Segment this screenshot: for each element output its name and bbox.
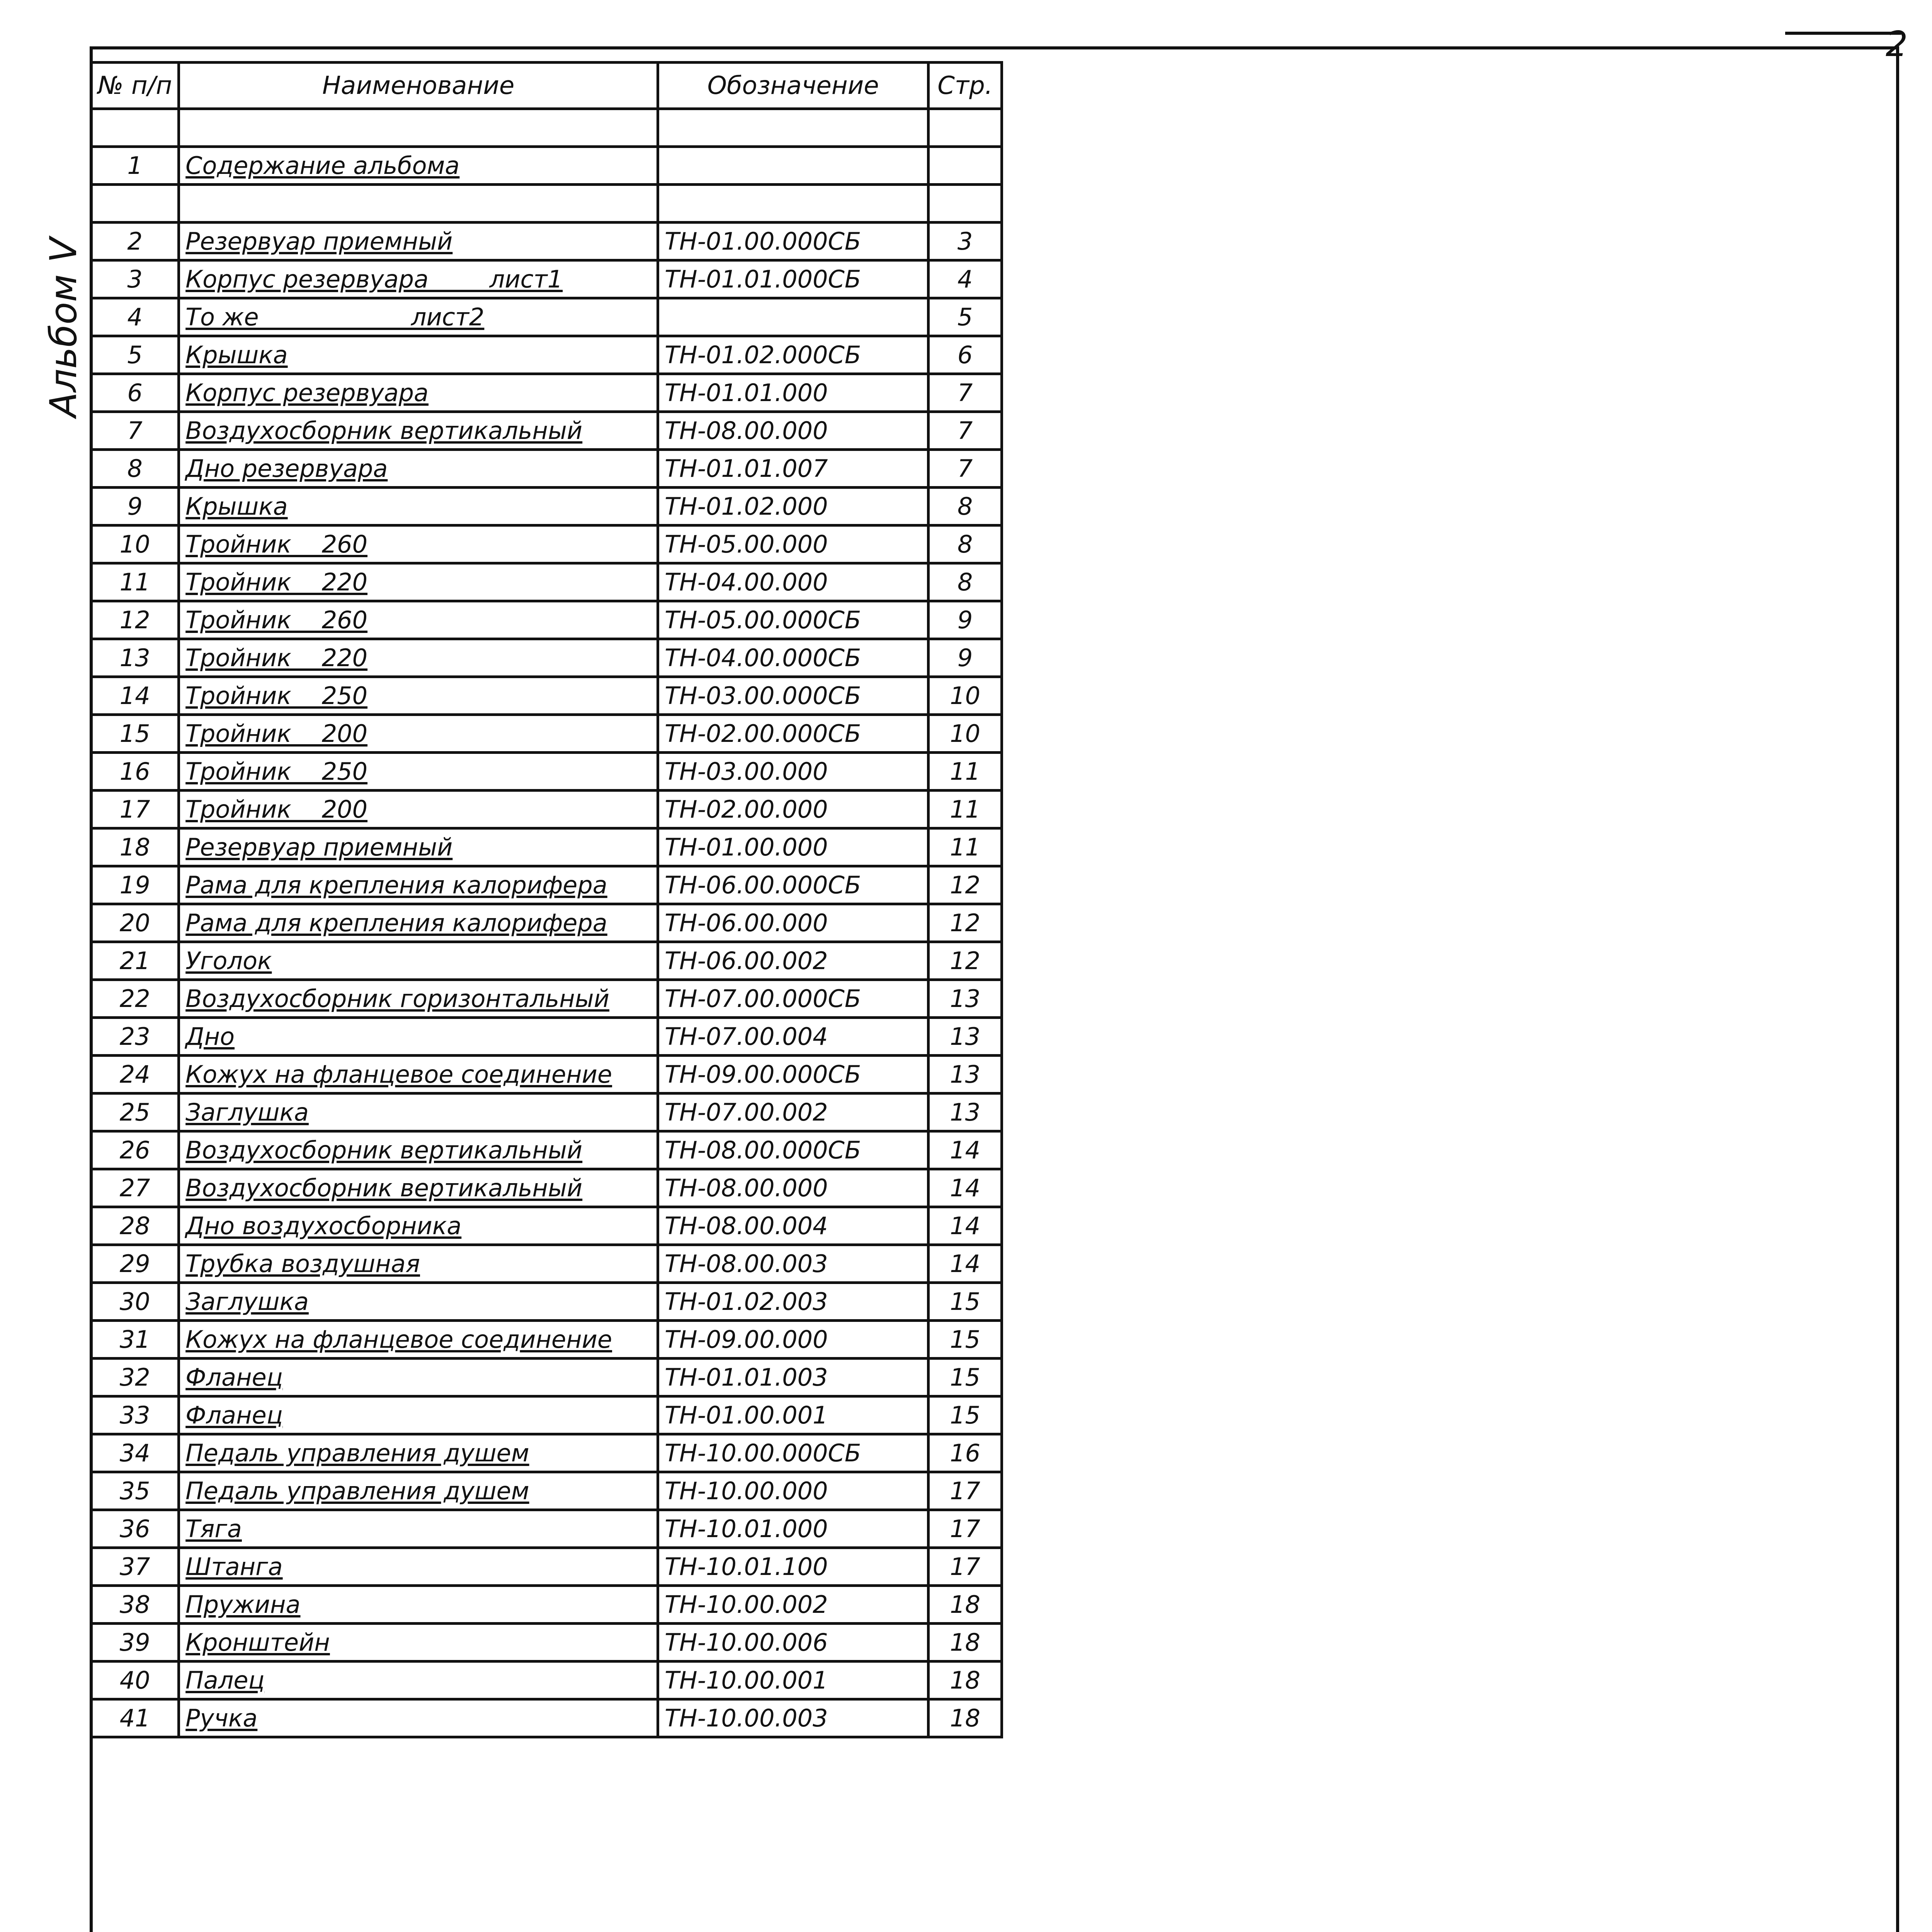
row-name: Крышка [179,488,658,526]
table-row [91,1169,1002,1207]
row-number: 34 [91,1434,179,1472]
table-row [91,753,1002,791]
row-name: Резервуар приемный [179,223,658,260]
row-code: ТН-05.00.000СБ [658,601,929,639]
row-page: 9 [929,639,1002,677]
table-row [91,1283,1002,1321]
row-page: 11 [929,791,1002,828]
table-row [91,1056,1002,1094]
row-code: ТН-10.00.002 [658,1586,929,1624]
row-number: 5 [91,336,179,374]
table-row [91,1510,1002,1548]
row-name: То же лист2 [179,298,658,336]
row-page: 7 [929,412,1002,450]
table-row-blank [91,109,1002,147]
row-name: Педаль управления душем [179,1434,658,1472]
table-row [91,866,1002,904]
table-row-blank [91,185,1002,223]
row-code: ТН-03.00.000 [658,753,929,791]
row-code: ТН-06.00.000 [658,904,929,942]
row-code: ТН-06.00.002 [658,942,929,980]
row-code: ТН-01.01.003 [658,1359,929,1396]
row-number: 1 [91,147,179,185]
row-page: 13 [929,1094,1002,1131]
row-page: 18 [929,1586,1002,1624]
row-page: 3 [929,223,1002,260]
row-code: ТН-05.00.000 [658,526,929,563]
row-page: 12 [929,866,1002,904]
row-code: ТН-08.00.000СБ [658,1131,929,1169]
row-name: Корпус резервуара [179,374,658,412]
table-row [91,639,1002,677]
row-number: 11 [91,563,179,601]
row-page: 14 [929,1207,1002,1245]
row-number: 29 [91,1245,179,1283]
row-name: Воздухосборник вертикальный [179,1131,658,1169]
table-row [91,1624,1002,1662]
row-page: 8 [929,563,1002,601]
row-number: 15 [91,715,179,753]
table-row [91,1548,1002,1586]
table-row [91,336,1002,374]
row-name: Трубка воздушная [179,1245,658,1283]
row-name: Тройник 220 [179,563,658,601]
sheet-number-line [1785,32,1901,35]
table-row [91,1094,1002,1131]
row-number: 8 [91,450,179,488]
row-name: Воздухосборник горизонтальный [179,980,658,1018]
row-code: ТН-07.00.004 [658,1018,929,1056]
row-name: Дно резервуара [179,450,658,488]
table-row [91,715,1002,753]
row-code: ТН-08.00.000 [658,412,929,450]
row-number: 21 [91,942,179,980]
row-number: 18 [91,828,179,866]
header-name: Наименование [179,63,658,109]
row-code: ТН-10.00.000 [658,1472,929,1510]
row-name: Тройник 220 [179,639,658,677]
album-label: Альбом V [43,237,85,417]
table-row [91,1434,1002,1472]
row-name: Корпус резервуара лист1 [179,260,658,298]
table-row [91,1359,1002,1396]
table-row [91,828,1002,866]
row-page: 10 [929,677,1002,715]
row-number: 24 [91,1056,179,1094]
row-page: 13 [929,1018,1002,1056]
table-row [91,563,1002,601]
row-page: 15 [929,1321,1002,1359]
row-number: 28 [91,1207,179,1245]
row-page: 18 [929,1699,1002,1737]
row-page: 11 [929,753,1002,791]
row-code: ТН-03.00.000СБ [658,677,929,715]
row-code: ТН-07.00.002 [658,1094,929,1131]
row-page: 17 [929,1548,1002,1586]
row-number: 22 [91,980,179,1018]
row-page: 18 [929,1624,1002,1662]
row-name: Тройник 200 [179,715,658,753]
row-page: 9 [929,601,1002,639]
row-page: 15 [929,1396,1002,1434]
table-row [91,298,1002,336]
row-number: 6 [91,374,179,412]
table-row [91,980,1002,1018]
row-name: Пружина [179,1586,658,1624]
table-row [91,412,1002,450]
row-name: Кожух на фланцевое соединение [179,1321,658,1359]
table-row [91,374,1002,412]
row-name: Фланец [179,1396,658,1434]
row-number: 13 [91,639,179,677]
row-number: 39 [91,1624,179,1662]
row-page: 7 [929,450,1002,488]
row-page: 14 [929,1131,1002,1169]
row-code: ТН-04.00.000СБ [658,639,929,677]
row-code: ТН-08.00.004 [658,1207,929,1245]
row-page: 12 [929,942,1002,980]
table-row [91,904,1002,942]
row-page [929,147,1002,185]
row-name: Кожух на фланцевое соединение [179,1056,658,1094]
row-number: 25 [91,1094,179,1131]
table-row [91,1699,1002,1737]
row-name: Крышка [179,336,658,374]
row-code: ТН-01.01.000 [658,374,929,412]
row-number: 35 [91,1472,179,1510]
row-name: Уголок [179,942,658,980]
row-number: 30 [91,1283,179,1321]
row-page: 6 [929,336,1002,374]
row-page: 15 [929,1283,1002,1321]
table-row [91,1396,1002,1434]
row-page: 14 [929,1169,1002,1207]
row-name: Штанга [179,1548,658,1586]
row-page: 13 [929,1056,1002,1094]
row-code: ТН-04.00.000 [658,563,929,601]
row-code: ТН-01.00.001 [658,1396,929,1434]
header-page: Стр. [929,63,1002,109]
row-name: Рама для крепления калорифера [179,904,658,942]
row-code: ТН-10.00.003 [658,1699,929,1737]
row-number: 3 [91,260,179,298]
row-page: 14 [929,1245,1002,1283]
row-code: ТН-02.00.000 [658,791,929,828]
table-row [91,1662,1002,1699]
row-code: ТН-01.02.000 [658,488,929,526]
row-code: ТН-07.00.000СБ [658,980,929,1018]
table-row [91,1321,1002,1359]
row-number: 37 [91,1548,179,1586]
row-number: 27 [91,1169,179,1207]
table-row [91,147,1002,185]
row-number: 23 [91,1018,179,1056]
row-number: 41 [91,1699,179,1737]
table-row [91,223,1002,260]
table-row [91,791,1002,828]
row-page: 12 [929,904,1002,942]
row-name: Ручка [179,1699,658,1737]
row-name: Заглушка [179,1094,658,1131]
row-number: 31 [91,1321,179,1359]
row-page: 17 [929,1510,1002,1548]
row-number: 10 [91,526,179,563]
row-code: ТН-01.01.000СБ [658,260,929,298]
row-number: 16 [91,753,179,791]
table-row [91,260,1002,298]
row-number: 2 [91,223,179,260]
table-row [91,1131,1002,1169]
row-code: ТН-01.00.000 [658,828,929,866]
row-number: 40 [91,1662,179,1699]
row-name: Воздухосборник вертикальный [179,412,658,450]
row-page: 13 [929,980,1002,1018]
table-row [91,1245,1002,1283]
row-code: ТН-02.00.000СБ [658,715,929,753]
row-name: Тройник 250 [179,677,658,715]
row-name: Тройник 250 [179,753,658,791]
row-name: Тяга [179,1510,658,1548]
table-row [91,488,1002,526]
table-row [91,677,1002,715]
row-number: 9 [91,488,179,526]
row-code: ТН-10.00.006 [658,1624,929,1662]
row-code [658,298,929,336]
row-name: Педаль управления душем [179,1472,658,1510]
row-page: 15 [929,1359,1002,1396]
row-code: ТН-10.01.000 [658,1510,929,1548]
row-code: ТН-01.01.007 [658,450,929,488]
row-name: Тройник 260 [179,526,658,563]
row-number: 20 [91,904,179,942]
table-row [91,1018,1002,1056]
row-code: ТН-10.00.000СБ [658,1434,929,1472]
row-page: 5 [929,298,1002,336]
row-number: 33 [91,1396,179,1434]
row-code: ТН-08.00.000 [658,1169,929,1207]
header-code: Обозначение [658,63,929,109]
row-number: 19 [91,866,179,904]
row-name: Тройник 200 [179,791,658,828]
row-number: 17 [91,791,179,828]
row-number: 7 [91,412,179,450]
table-row [91,1586,1002,1624]
row-name: Кронштейн [179,1624,658,1662]
row-page: 17 [929,1472,1002,1510]
header-number: № п/п [91,63,179,109]
row-name: Содержание альбома [179,147,658,185]
row-code: ТН-10.00.001 [658,1662,929,1699]
row-page: 10 [929,715,1002,753]
row-number: 12 [91,601,179,639]
row-code [658,147,929,185]
row-name: Дно [179,1018,658,1056]
row-page: 18 [929,1662,1002,1699]
row-number: 32 [91,1359,179,1396]
table-row [91,1207,1002,1245]
row-name: Дно воздухосборника [179,1207,658,1245]
contents-table [90,61,1003,1738]
row-code: ТН-09.00.000СБ [658,1056,929,1094]
table-header-row [91,63,1002,109]
table-row [91,450,1002,488]
row-name: Тройник 260 [179,601,658,639]
row-name: Резервуар приемный [179,828,658,866]
sheet-number: 2 [1886,24,1908,65]
row-number: 14 [91,677,179,715]
row-code: ТН-01.02.000СБ [658,336,929,374]
row-name: Рама для крепления калорифера [179,866,658,904]
row-page: 7 [929,374,1002,412]
row-number: 38 [91,1586,179,1624]
row-code: ТН-10.01.100 [658,1548,929,1586]
row-code: ТН-01.02.003 [658,1283,929,1321]
row-number: 26 [91,1131,179,1169]
row-number: 36 [91,1510,179,1548]
table-row [91,942,1002,980]
row-page: 8 [929,488,1002,526]
row-page: 11 [929,828,1002,866]
row-page: 8 [929,526,1002,563]
row-page: 16 [929,1434,1002,1472]
row-code: ТН-06.00.000СБ [658,866,929,904]
row-code: ТН-09.00.000 [658,1321,929,1359]
row-number: 4 [91,298,179,336]
row-name: Фланец [179,1359,658,1396]
row-code: ТН-01.00.000СБ [658,223,929,260]
row-code: ТН-08.00.003 [658,1245,929,1283]
table-row [91,601,1002,639]
row-page: 4 [929,260,1002,298]
row-name: Палец [179,1662,658,1699]
row-name: Воздухосборник вертикальный [179,1169,658,1207]
table-row [91,1472,1002,1510]
row-name: Заглушка [179,1283,658,1321]
table-row [91,526,1002,563]
